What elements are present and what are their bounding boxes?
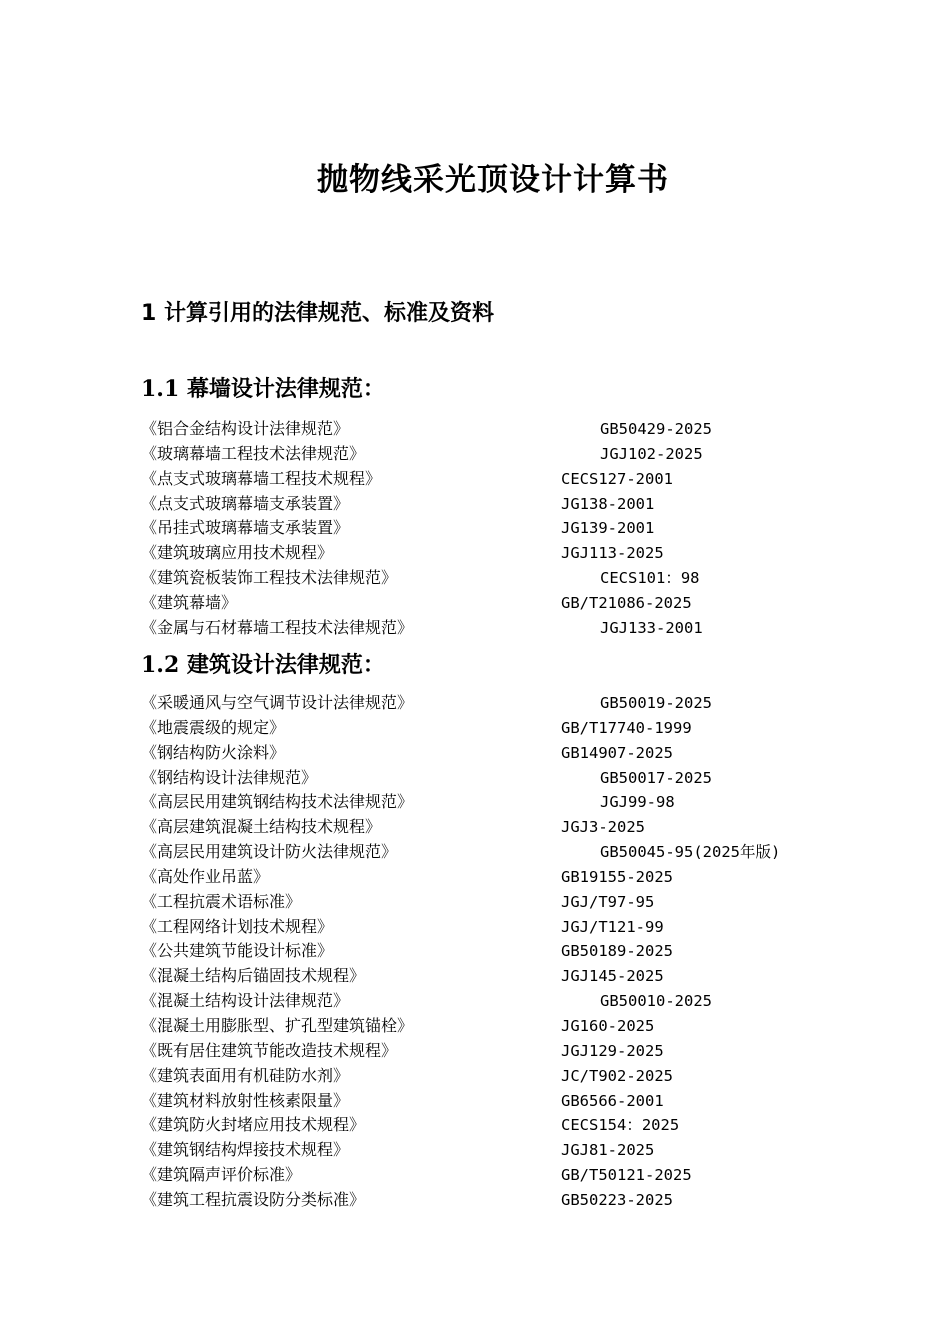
- standard-row: [141, 492, 901, 517]
- standard-code: GB50045-95(2025年版): [600, 843, 781, 862]
- standard-code: JG138-2001: [561, 494, 655, 513]
- standard-code: JGJ129-2025: [561, 1041, 664, 1060]
- standard-name: 《混凝土结构后锚固技术规程》: [141, 966, 366, 986]
- standard-row: [141, 790, 901, 815]
- standard-row: [141, 467, 901, 492]
- standard-code: GB6566-2001: [561, 1091, 664, 1110]
- standard-code: CECS101：98: [600, 569, 700, 588]
- standard-row: [141, 989, 901, 1014]
- standard-code: GB/T50121-2025: [561, 1166, 692, 1185]
- section-heading-1: 1 计算引用的法律规范、标准及资料: [141, 301, 494, 326]
- standard-row: [141, 417, 901, 442]
- standard-name: 《建筑隔声评价标准》: [141, 1165, 302, 1185]
- standard-row: [141, 516, 901, 541]
- standard-name: 《建筑玻璃应用技术规程》: [141, 543, 334, 563]
- standard-name: 《吊挂式玻璃幕墙支承装置》: [141, 518, 350, 538]
- standard-row: [141, 716, 901, 741]
- subsection-heading-1-1: 1.1 幕墙设计法律规范：: [141, 376, 385, 402]
- standard-name: 《金属与石材幕墙工程技术法律规范》: [141, 617, 414, 637]
- standard-name: 《工程网络计划技术规程》: [141, 916, 334, 936]
- standard-code: GB50429-2025: [600, 420, 712, 438]
- standard-row: [141, 691, 901, 716]
- standard-row: [141, 1014, 901, 1039]
- standard-row: [141, 1113, 901, 1138]
- standard-row: [141, 741, 901, 766]
- standard-code: JG160-2025: [561, 1016, 655, 1035]
- standard-name: 《建筑表面用有机硅防水剂》: [141, 1065, 350, 1085]
- standard-code: JGJ133-2001: [600, 618, 703, 637]
- standard-name: 《建筑工程抗震设防分类标准》: [141, 1189, 366, 1209]
- standard-row: [141, 915, 901, 940]
- standard-row: [141, 566, 901, 591]
- standard-code: JC/T902-2025: [561, 1066, 673, 1085]
- standard-name: 《公共建筑节能设计标准》: [141, 941, 334, 961]
- standard-row: [141, 840, 901, 865]
- standard-name: 《建筑防火封堵应用技术规程》: [141, 1115, 366, 1135]
- standard-name: 《钢结构防火涂料》: [141, 742, 286, 762]
- standard-name: 《建筑钢结构焊接技术规程》: [141, 1140, 350, 1160]
- standard-name: 《高层民用建筑钢结构技术法律规范》: [141, 792, 414, 812]
- standard-row: [141, 591, 901, 616]
- standard-code: JGJ3-2025: [561, 818, 645, 837]
- standard-name: 《玻璃幕墙工程技术法律规范》: [141, 443, 366, 463]
- standard-row: [141, 1089, 901, 1114]
- standard-name: 《点支式玻璃幕墙工程技术规程》: [141, 468, 382, 488]
- standard-row: [141, 1163, 901, 1188]
- standard-code: GB14907-2025: [561, 743, 673, 762]
- standard-name: 《建筑瓷板装饰工程技术法律规范》: [141, 568, 398, 588]
- standard-code: JGJ/T121-99: [561, 917, 664, 936]
- standard-row: [141, 964, 901, 989]
- standard-code: JGJ99-98: [600, 793, 675, 812]
- standard-name: 《建筑材料放射性核素限量》: [141, 1090, 350, 1110]
- curtain-wall-standards-list: [141, 417, 901, 641]
- standard-name: 《点支式玻璃幕墙支承装置》: [141, 493, 350, 513]
- standard-row: [141, 616, 901, 641]
- standard-name: 《工程抗震术语标准》: [141, 891, 302, 911]
- standard-name: 《高层民用建筑设计防火法律规范》: [141, 842, 398, 862]
- standard-name: 《建筑幕墙》: [141, 592, 238, 612]
- standard-code: CECS127-2001: [561, 469, 673, 488]
- standard-row: [141, 1064, 901, 1089]
- standard-name: 《铝合金结构设计法律规范》: [141, 419, 350, 438]
- standard-code: GB/T17740-1999: [561, 718, 692, 737]
- standard-code: CECS154：2025: [561, 1116, 680, 1135]
- standard-code: GB50189-2025: [561, 942, 673, 961]
- standard-row: [141, 865, 901, 890]
- standard-code: GB50010-2025: [600, 992, 712, 1011]
- standard-code: JGJ81-2025: [561, 1141, 655, 1160]
- standard-code: JGJ145-2025: [561, 967, 664, 986]
- standard-row: [141, 541, 901, 566]
- standard-name: 《高层建筑混凝土结构技术规程》: [141, 817, 382, 837]
- standard-code: JG139-2001: [561, 519, 655, 538]
- standard-code: GB50223-2025: [561, 1190, 673, 1209]
- standard-code: GB/T21086-2025: [561, 593, 692, 612]
- standard-row: [141, 1138, 901, 1163]
- standard-name: 《地震震级的规定》: [141, 717, 286, 737]
- building-standards-list: [141, 691, 901, 1213]
- standard-row: [141, 890, 901, 915]
- standard-row: [141, 939, 901, 964]
- standard-name: 《采暖通风与空气调节设计法律规范》: [141, 693, 414, 712]
- standard-name: 《混凝土结构设计法律规范》: [141, 991, 350, 1011]
- standard-row: [141, 442, 901, 467]
- standard-code: GB19155-2025: [561, 867, 673, 886]
- standard-name: 《高处作业吊蓝》: [141, 866, 270, 886]
- standard-row: [141, 1039, 901, 1064]
- document-title: 抛物线采光顶设计计算书: [317, 162, 669, 198]
- standard-code: GB50019-2025: [600, 694, 712, 712]
- standard-name: 《混凝土用膨胀型、扩孔型建筑锚栓》: [141, 1015, 414, 1035]
- standard-row: [141, 1188, 901, 1213]
- standard-row: [141, 815, 901, 840]
- standard-name: 《钢结构设计法律规范》: [141, 767, 318, 787]
- standard-name: 《既有居住建筑节能改造技术规程》: [141, 1040, 398, 1060]
- standard-code: JGJ/T97-95: [561, 892, 655, 911]
- standard-code: JGJ113-2025: [561, 544, 664, 563]
- standard-code: GB50017-2025: [600, 768, 712, 787]
- standard-row: [141, 766, 901, 791]
- standard-code: JGJ102-2025: [600, 444, 703, 463]
- subsection-heading-1-2: 1.2 建筑设计法律规范：: [141, 652, 385, 678]
